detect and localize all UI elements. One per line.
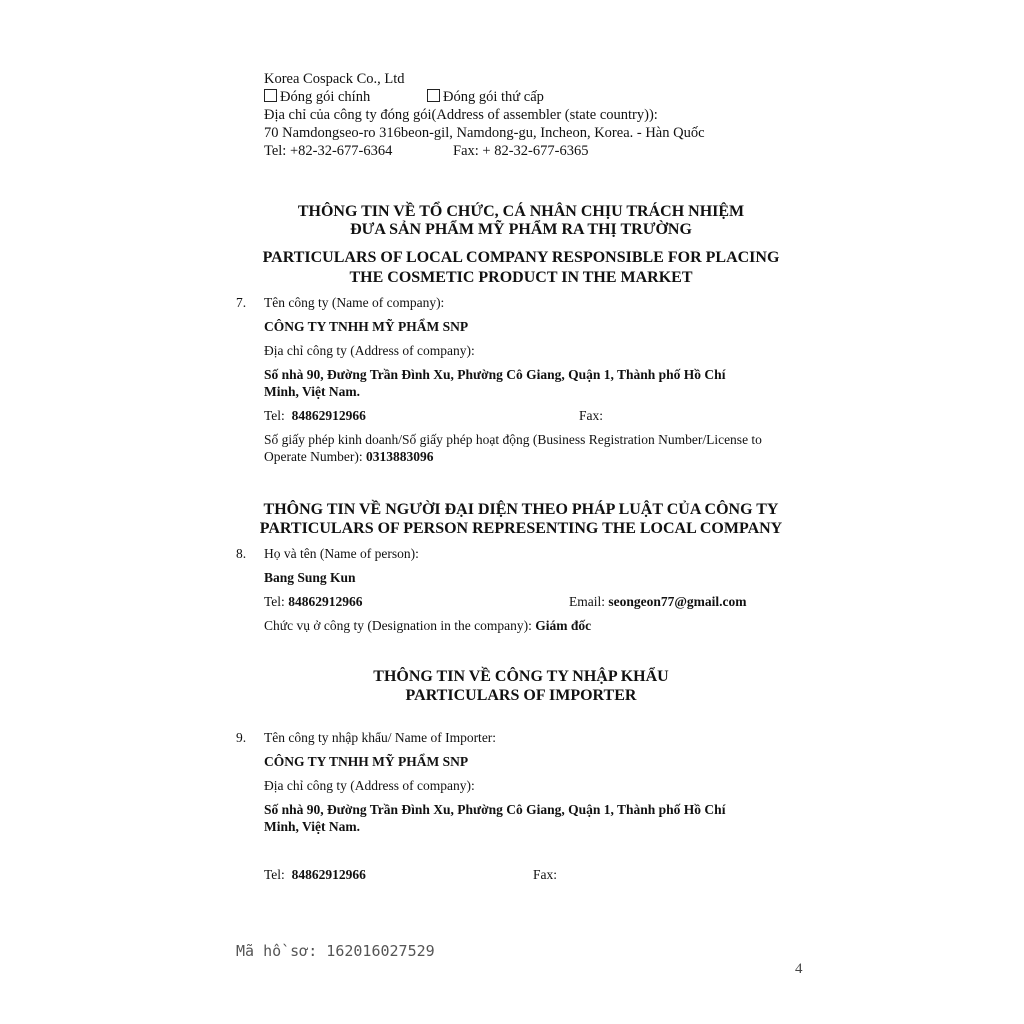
primary-pack-label: Đóng gói chính — [280, 89, 371, 105]
tel-value: 84862912966 — [288, 594, 363, 609]
page-number: 4 — [795, 961, 803, 977]
local-license-line1: Số giấy phép kinh doanh/Số giấy phép hoạt động (Business Registration Number/License to — [264, 432, 762, 447]
assembler-address-label: Địa chỉ của công ty đóng gói(Address of assembler (state country)): — [264, 107, 658, 123]
rep-name-label: Họ và tên (Name of person): — [264, 546, 419, 561]
checkbox-icon — [427, 89, 440, 102]
license-label: Operate Number): — [264, 449, 363, 464]
assembler-address-value: 70 Namdongseo-ro 316beon-gil, Namdong-gu, Incheon, Korea. - Hàn Quốc — [264, 125, 705, 141]
tel-value: 84862912966 — [291, 867, 366, 882]
importer-address-line1: Số nhà 90, Đường Trần Đình Xu, Phường Cô Giang, Quận 1, Thành phố Hồ Chí — [264, 802, 726, 817]
local-name-label: Tên công ty (Name of company): — [264, 295, 445, 310]
item-number-8: 8. — [236, 546, 247, 561]
rep-heading-en: PARTICULARS OF PERSON REPRESENTING THE LOCAL COMPANY — [259, 520, 783, 537]
local-address-line1: Số nhà 90, Đường Trần Đình Xu, Phường Cô Giang, Quận 1, Thành phố Hồ Chí — [264, 367, 726, 382]
designation-value: Giám đốc — [535, 618, 592, 633]
email-value: seongeon77@gmail.com — [608, 594, 747, 609]
rep-heading-vi: THÔNG TIN VỀ NGƯỜI ĐẠI DIỆN THEO PHÁP LUẬT CỦA CÔNG TY — [263, 501, 779, 518]
local-fax-label: Fax: — [579, 408, 604, 423]
assembler-tel: Tel: +82-32-677-6364 — [264, 143, 393, 159]
importer-name-value: CÔNG TY TNHH MỸ PHẨM SNP — [264, 754, 469, 769]
importer-address-label: Địa chỉ công ty (Address of company): — [264, 778, 475, 793]
importer-address-line2: Minh, Việt Nam. — [264, 819, 360, 834]
local-heading-vi-2: ĐƯA SẢN PHẨM MỸ PHẨM RA THỊ TRƯỜNG — [350, 221, 692, 238]
local-name-value: CÔNG TY TNHH MỸ PHẨM SNP — [264, 319, 469, 334]
license-value: 0313883096 — [365, 449, 434, 464]
tel-label: Tel: — [264, 594, 285, 609]
item-number-9: 9. — [236, 730, 247, 745]
local-heading-vi-1: THÔNG TIN VỀ TỔ CHỨC, CÁ NHÂN CHỊU TRÁCH NHIỆM — [297, 203, 745, 220]
importer-heading-en: PARTICULARS OF IMPORTER — [405, 687, 637, 704]
designation-label: Chức vụ ở công ty (Designation in the company): — [264, 618, 532, 633]
local-license-line2 — [264, 448, 433, 466]
tel-value: 84862912966 — [291, 408, 366, 423]
rep-name-value: Bang Sung Kun — [264, 570, 356, 585]
local-heading-en-2: THE COSMETIC PRODUCT IN THE MARKET — [349, 269, 693, 286]
item-number-7: 7. — [236, 295, 247, 310]
local-tel — [264, 407, 366, 425]
tel-label: Tel: — [264, 408, 285, 423]
checkbox-icon — [264, 89, 277, 102]
record-code: Mã hồ sơ: 162016027529 — [236, 942, 435, 960]
primary-pack-option — [264, 88, 370, 106]
assembler-company: Korea Cospack Co., Ltd — [264, 71, 405, 87]
rep-designation — [264, 617, 591, 635]
importer-fax-label: Fax: — [533, 867, 558, 882]
local-address-line2: Minh, Việt Nam. — [264, 384, 360, 399]
secondary-pack-option — [427, 88, 544, 106]
local-heading-en-1: PARTICULARS OF LOCAL COMPANY RESPONSIBLE FOR PLACING — [262, 249, 780, 266]
rep-tel — [264, 593, 362, 611]
rep-email — [569, 593, 747, 611]
secondary-pack-label: Đóng gói thứ cấp — [443, 89, 544, 105]
importer-tel — [264, 866, 366, 884]
email-label: Email: — [569, 594, 605, 609]
importer-name-label: Tên công ty nhập khẩu/ Name of Importer: — [264, 730, 497, 745]
assembler-fax: Fax: + 82-32-677-6365 — [453, 143, 589, 159]
local-address-label: Địa chỉ công ty (Address of company): — [264, 343, 475, 358]
tel-label: Tel: — [264, 867, 285, 882]
importer-heading-vi: THÔNG TIN VỀ CÔNG TY NHẬP KHẨU — [373, 668, 669, 685]
